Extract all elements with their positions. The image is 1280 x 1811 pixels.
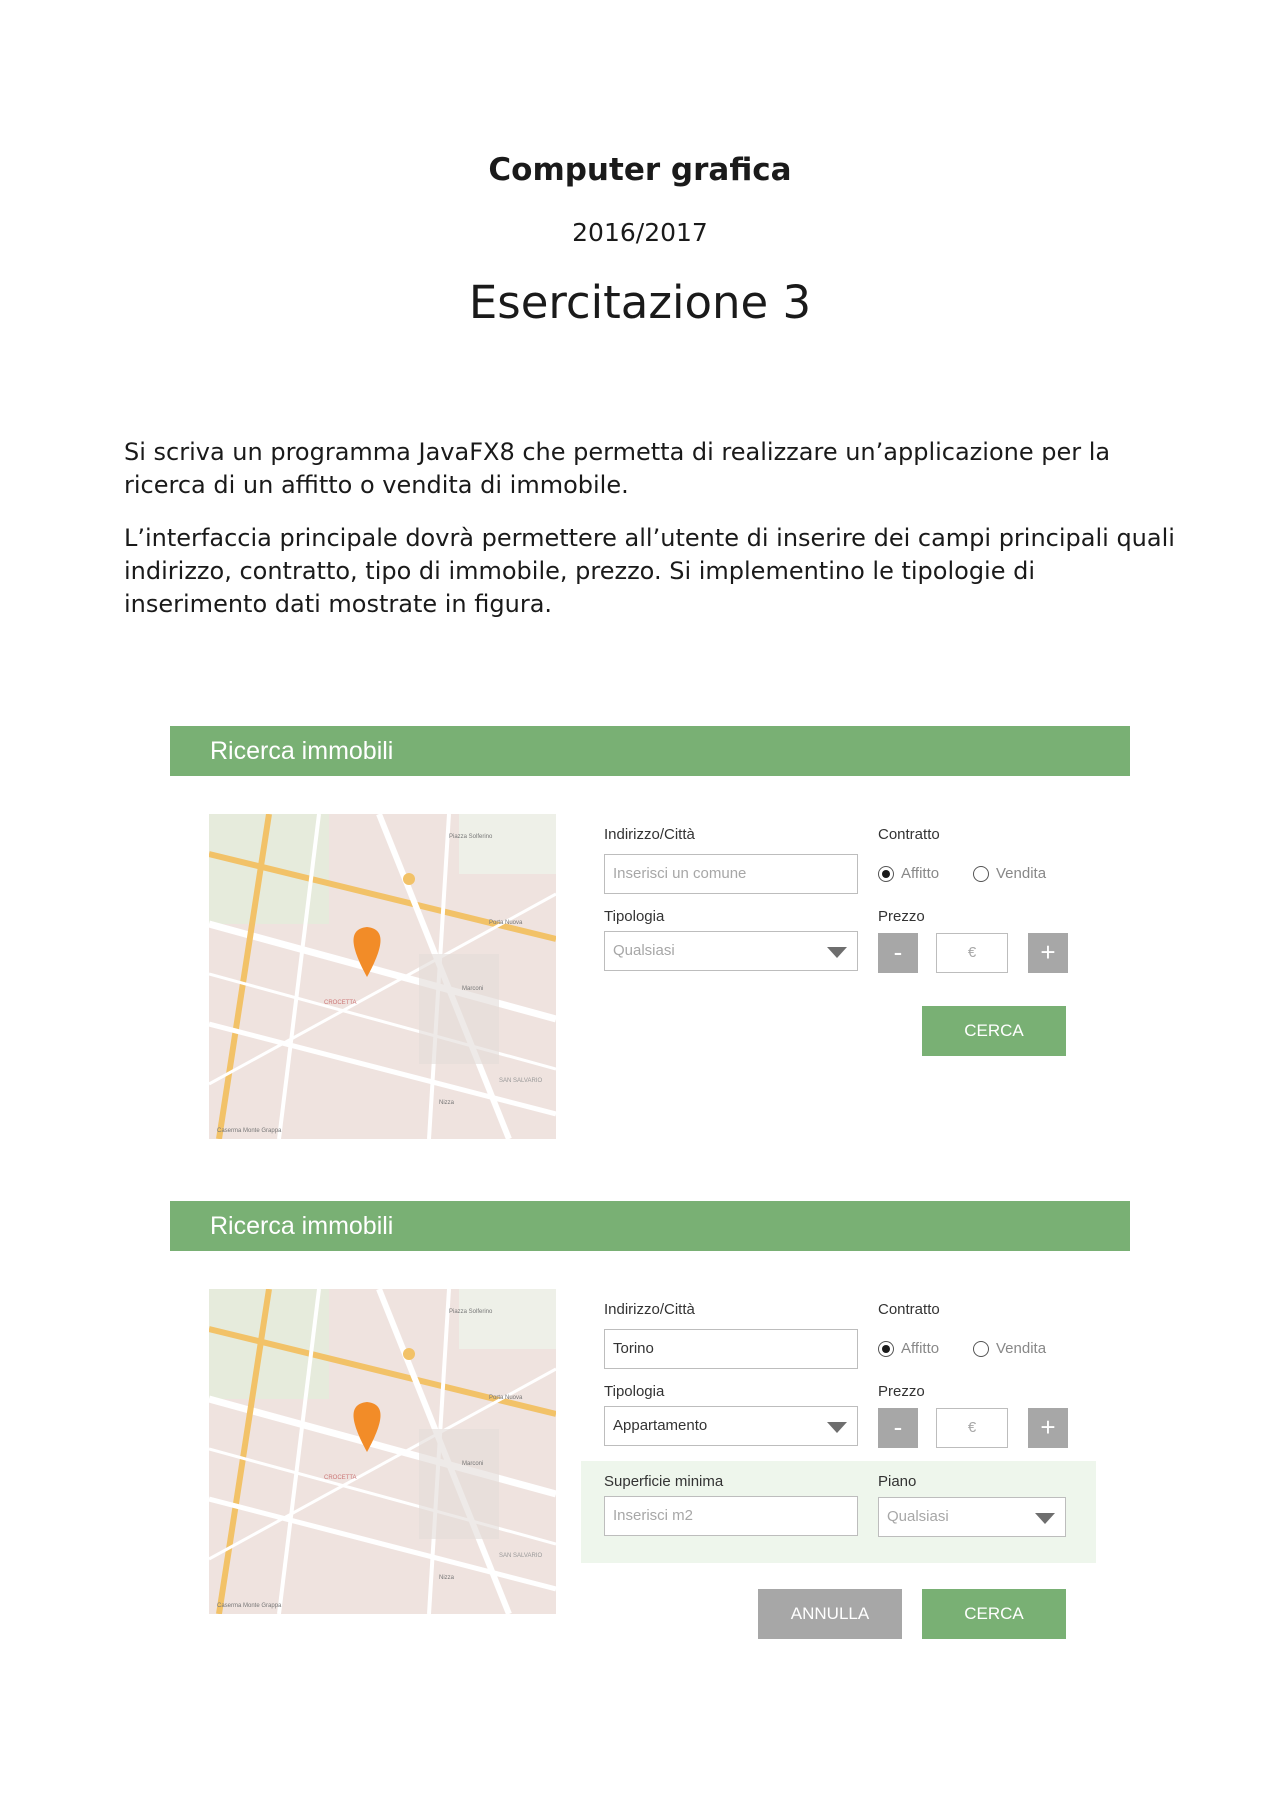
radio-sale-label: Vendita (996, 1340, 1047, 1357)
svg-text:Marconi: Marconi (462, 986, 484, 992)
floor-label: Piano (878, 1473, 917, 1490)
price-input[interactable]: € (936, 1408, 1008, 1448)
radio-sale-dot (973, 1341, 989, 1357)
price-decrement-button[interactable]: - (878, 1408, 918, 1448)
cancel-button[interactable]: ANNULLA (758, 1589, 902, 1639)
search-button[interactable]: CERCA (922, 1006, 1066, 1056)
type-label: Tipologia (604, 908, 665, 925)
floor-select-value: Qualsiasi (887, 1508, 949, 1525)
chevron-down-icon (827, 1422, 847, 1433)
address-label: Indirizzo/Città (604, 1301, 695, 1318)
body-paragraph-2: L’interfaccia principale dovrà permettere all’utente di inserire dei campi principali quali indirizzo, contratto, tipo di immobile, prezzo. Si implementino le tipologie di inserimento dati mostrate in figura. (124, 524, 1175, 618)
min-surface-label: Superficie minima (604, 1473, 724, 1490)
document-title: Computer grafica (488, 152, 792, 188)
chevron-down-icon (827, 947, 847, 958)
svg-text:Marconi: Marconi (462, 1461, 484, 1467)
price-increment-button[interactable]: + (1028, 933, 1068, 973)
svg-text:Caserma Monte Grappa: Caserma Monte Grappa (217, 1128, 282, 1134)
document-year: 2016/2017 (572, 218, 708, 247)
min-surface-input[interactable]: Inserisci m2 (604, 1496, 858, 1536)
svg-text:Caserma Monte Grappa: Caserma Monte Grappa (217, 1603, 282, 1609)
radio-rent[interactable] (878, 1340, 939, 1357)
type-label: Tipologia (604, 1383, 665, 1400)
price-label: Prezzo (878, 1383, 925, 1400)
contract-label: Contratto (878, 1301, 940, 1318)
svg-text:SAN SALVARIO: SAN SALVARIO (499, 1078, 543, 1084)
document-subtitle: Esercitazione 3 (468, 276, 812, 329)
type-select[interactable] (604, 931, 858, 971)
price-input[interactable]: € (936, 933, 1008, 973)
price-increment-button[interactable]: + (1028, 1408, 1068, 1448)
radio-rent-dot (878, 866, 894, 882)
address-input[interactable]: Inserisci un comune (604, 854, 858, 894)
panel-header-2: Ricerca immobili (170, 1201, 1130, 1251)
body-paragraph-1: Si scriva un programma JavaFX8 che permetta di realizzare un’applicazione per la ricerca di un affitto o vendita di immobile. (124, 438, 1111, 499)
mockup-search-panel-2 (170, 1201, 1130, 1691)
svg-text:Nizza: Nizza (439, 1575, 455, 1581)
radio-rent-label: Affitto (901, 1340, 940, 1357)
svg-text:Piazza Solferino: Piazza Solferino (449, 834, 493, 840)
price-label: Prezzo (878, 908, 925, 925)
type-select-value: Qualsiasi (613, 942, 675, 959)
svg-text:CROCETTA: CROCETTA (324, 1000, 357, 1006)
document-body (124, 436, 1184, 641)
radio-sale[interactable] (973, 865, 1046, 882)
svg-text:Nizza: Nizza (439, 1100, 455, 1106)
chevron-down-icon (1035, 1513, 1055, 1524)
search-button[interactable]: CERCA (922, 1589, 1066, 1639)
mockup-search-panel-1 (170, 726, 1130, 1196)
radio-sale[interactable] (973, 1340, 1046, 1357)
address-input[interactable]: Torino (604, 1329, 858, 1369)
svg-text:Piazza Solferino: Piazza Solferino (449, 1309, 493, 1315)
price-decrement-button[interactable]: - (878, 933, 918, 973)
svg-text:Porta Nuova: Porta Nuova (489, 920, 523, 926)
radio-rent[interactable] (878, 865, 939, 882)
address-label: Indirizzo/Città (604, 826, 695, 843)
svg-text:Porta Nuova: Porta Nuova (489, 1395, 523, 1401)
radio-rent-dot (878, 1341, 894, 1357)
svg-text:SAN SALVARIO: SAN SALVARIO (499, 1553, 543, 1559)
radio-sale-label: Vendita (996, 865, 1047, 882)
type-select-value: Appartamento (613, 1417, 708, 1434)
map-image-1 (209, 814, 556, 1139)
svg-text:CROCETTA: CROCETTA (324, 1475, 357, 1481)
type-select[interactable] (604, 1406, 858, 1446)
radio-sale-dot (973, 866, 989, 882)
radio-rent-label: Affitto (901, 865, 940, 882)
floor-select[interactable] (878, 1497, 1066, 1537)
panel-header-1: Ricerca immobili (170, 726, 1130, 776)
map-image-2 (209, 1289, 556, 1614)
contract-label: Contratto (878, 826, 940, 843)
